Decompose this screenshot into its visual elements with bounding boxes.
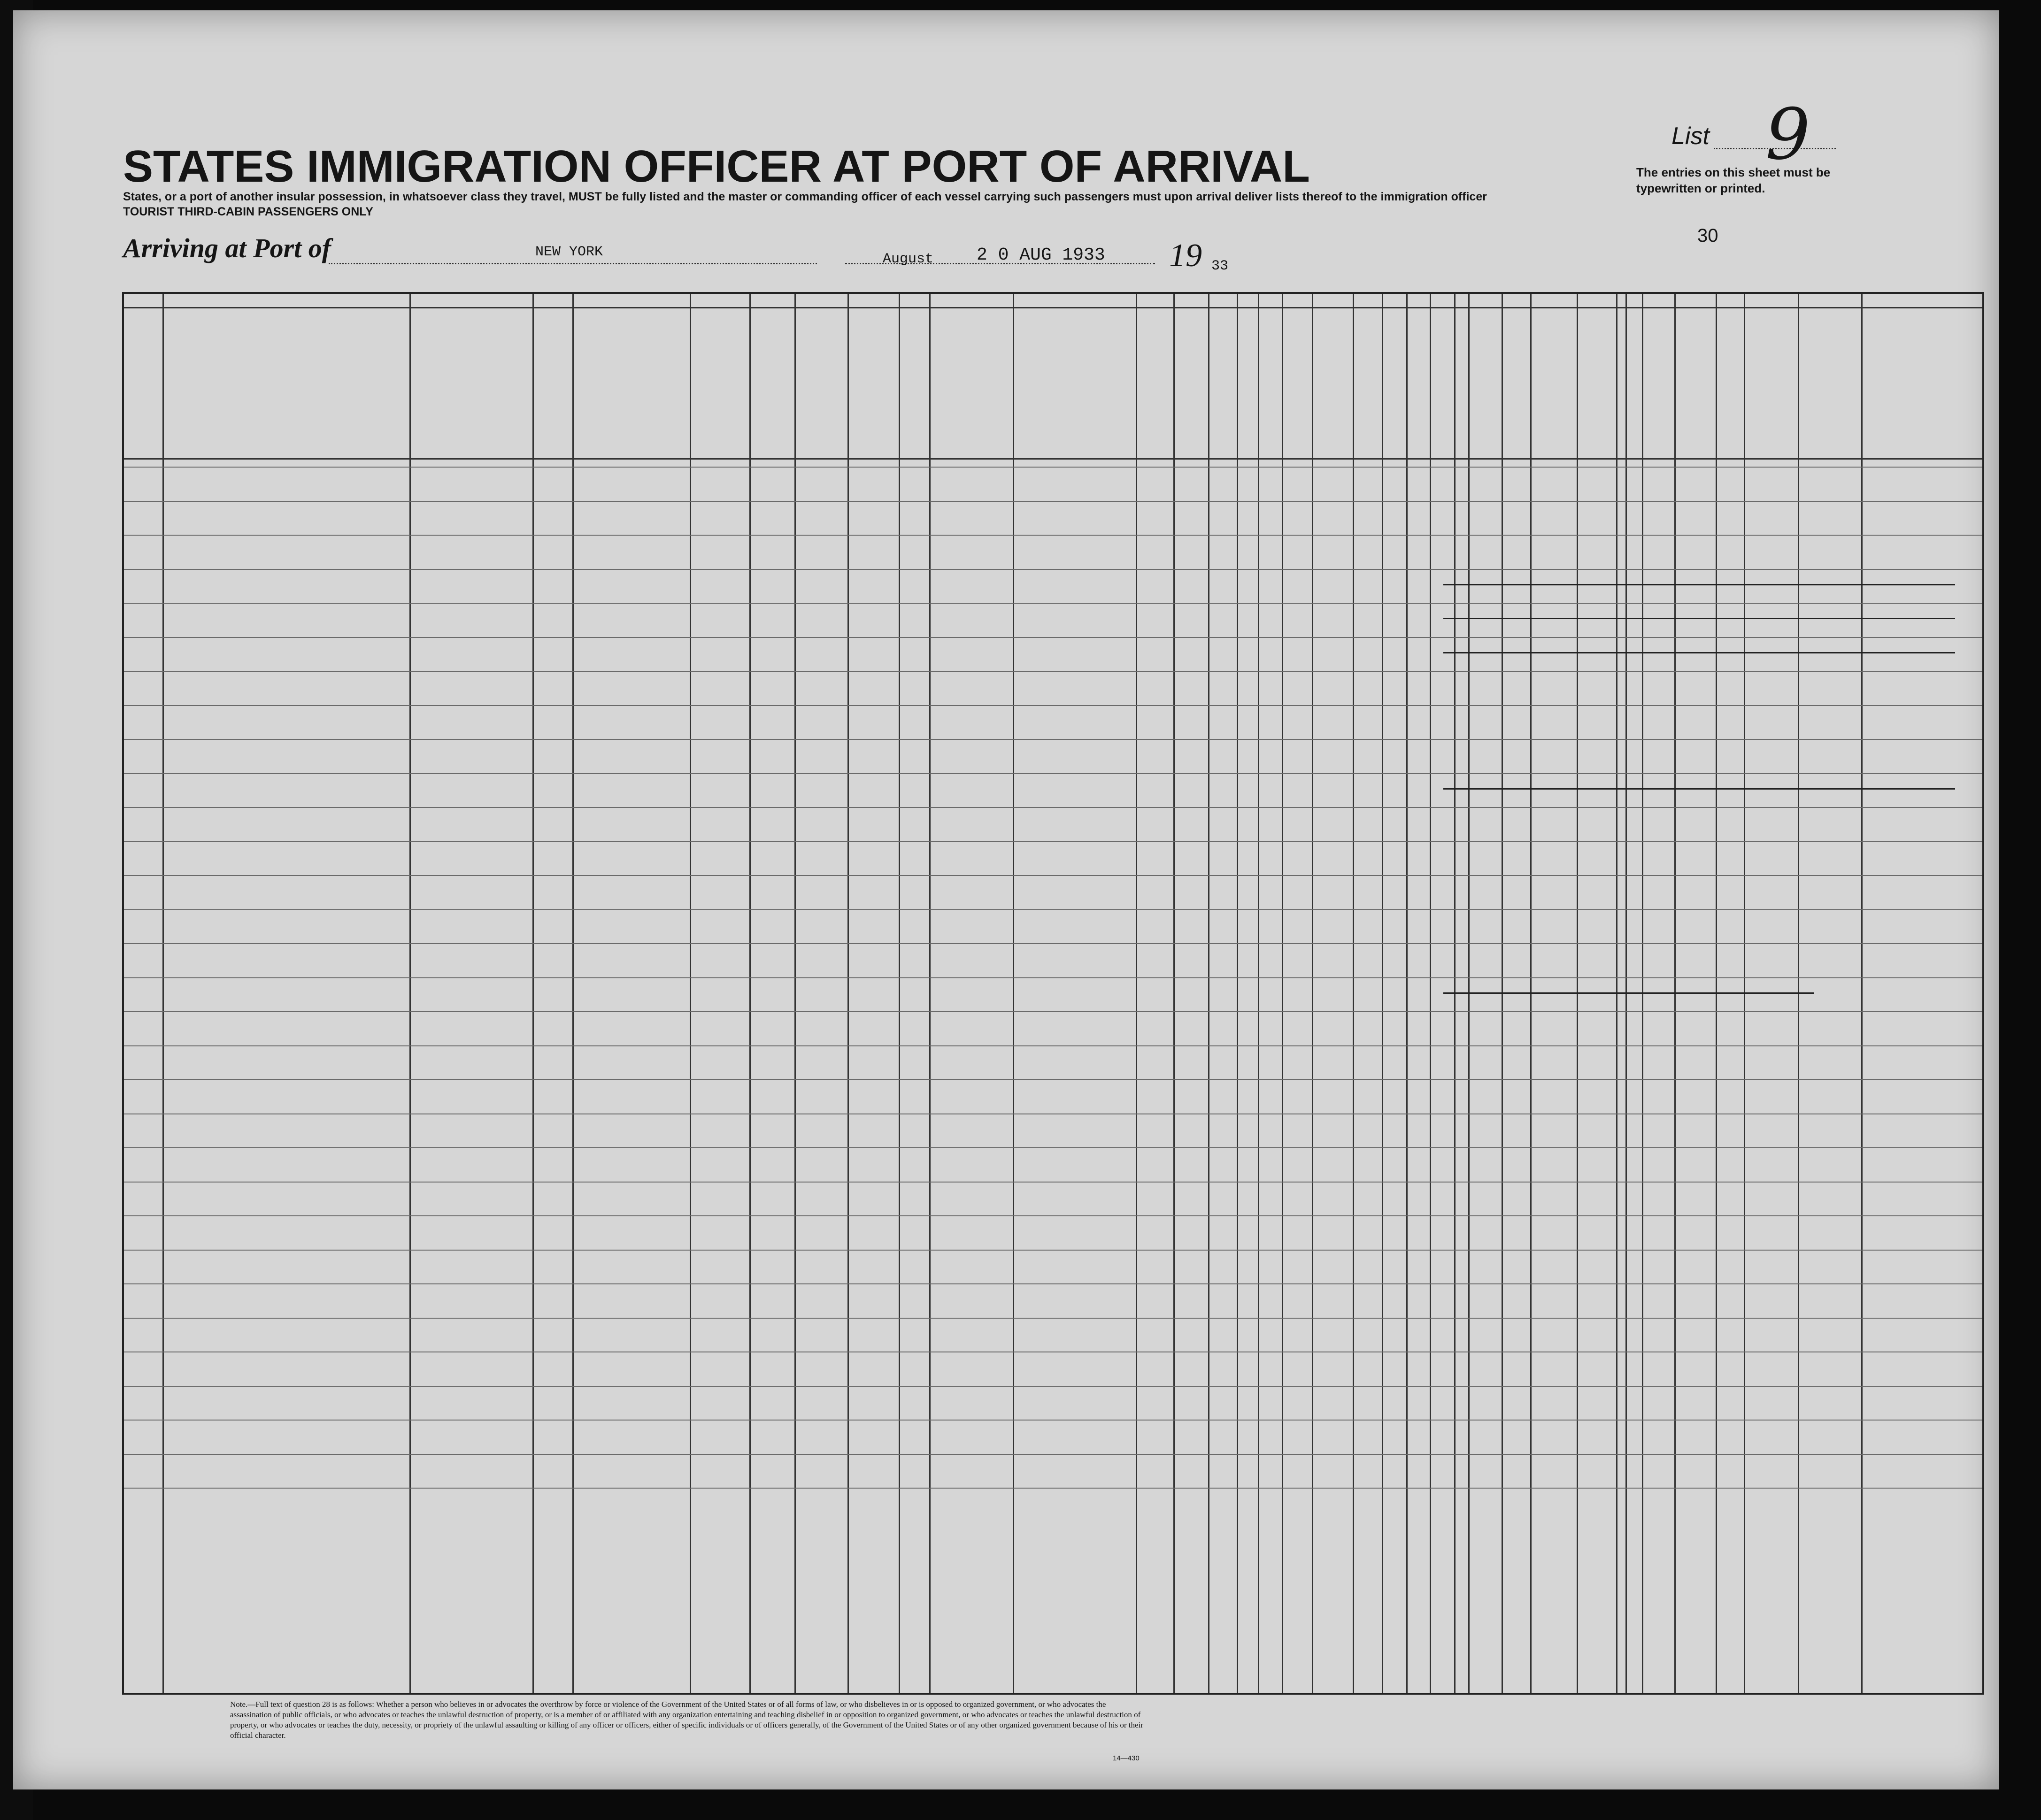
row-rule [124, 535, 1982, 536]
row-rule [124, 943, 1982, 944]
footnote-question-28: Note.—Full text of question 28 is as follows: Whether a person who believes in or advocates the overthrow by force or violence of the Government of the United States or of all forms of law, or who disbelieves in or is opposed to organized government, or who advocates the assassination of public officials, or who advocates or teaches the unlawful destruction of property, or is a member of or affiliated with any organization entertaining and teaching disbelief in or opposition to organized government, or who advocates or teaches the unlawful destruction of property, or who advocates or teaches the duty, necessity, or propriety of the unlawful assaulting or killing of any officer or officers, either of specific individuals or of officers generally, of the Government of the United States or of any other organized government because of his or their official character. [230, 1700, 1143, 1740]
column-rule [1382, 294, 1383, 1693]
column-rule [690, 294, 691, 1693]
port-line [329, 263, 817, 264]
row-rule [124, 1079, 1982, 1080]
column-rule [1282, 294, 1283, 1693]
list-number: 9 [1765, 94, 1810, 176]
column-rule [162, 294, 164, 1693]
row-rule [124, 875, 1982, 876]
row-rule [124, 807, 1982, 808]
strike-line [1443, 618, 1955, 619]
column-rule [1208, 294, 1209, 1693]
column-rule [749, 294, 751, 1693]
row-rule [124, 671, 1982, 672]
row-rule [124, 773, 1982, 774]
row-rule [124, 501, 1982, 502]
subtitle-tourist: TOURIST THIRD-CABIN PASSENGERS ONLY [123, 205, 373, 218]
column-rule [794, 294, 796, 1693]
row-rule [124, 1011, 1982, 1012]
date-stamp: 2 0 AUG 1933 [977, 245, 1105, 265]
row-rule [124, 1215, 1982, 1216]
list-label: List [1671, 123, 1710, 150]
column-rule [572, 294, 574, 1693]
year-suffix: 33 [1211, 258, 1229, 274]
page-number: 30 [1697, 225, 1718, 246]
row-rule [124, 1147, 1982, 1148]
row-rule [124, 569, 1982, 570]
column-rule [1258, 294, 1259, 1693]
row-rule [124, 1045, 1982, 1046]
year-prefix: 19 [1169, 238, 1202, 274]
column-rule [1237, 294, 1238, 1693]
column-rule [1861, 294, 1863, 1693]
manifest-table [122, 292, 1984, 1695]
column-rule [929, 294, 931, 1693]
column-rule [1406, 294, 1408, 1693]
row-rule [124, 705, 1982, 706]
row-rule [124, 637, 1982, 638]
row-rule [124, 1283, 1982, 1284]
column-rule [899, 294, 900, 1693]
port-of-arrival: NEW YORK [535, 244, 603, 260]
row-rule [124, 1420, 1982, 1421]
subtitle: States, or a port of another insular possession, in whatsoever class they travel, MUST be fully listed and the master or commanding officer of each vessel carrying such passengers must upon arrival deliver lists thereof to the immigration officer [123, 190, 1487, 203]
row-rule [124, 1318, 1982, 1319]
typewrite-instruction: The entries on this sheet must be typewritten or printed. [1636, 165, 1831, 195]
arrival-month: August [883, 251, 934, 267]
row-rule [124, 977, 1982, 978]
row-rule [124, 1182, 1982, 1183]
column-rule [1173, 294, 1175, 1693]
row-rule [124, 1454, 1982, 1455]
strike-line [1443, 584, 1955, 585]
row-rule [124, 1488, 1982, 1489]
header-rule [124, 458, 1982, 460]
row-rule [124, 841, 1982, 842]
column-rule [532, 294, 534, 1693]
strike-line [1443, 788, 1955, 790]
column-rule [1136, 294, 1137, 1693]
strike-line [1443, 652, 1955, 653]
form-number: 14—430 [1113, 1754, 1140, 1762]
column-rule [1312, 294, 1313, 1693]
column-rule [1353, 294, 1354, 1693]
row-rule [124, 909, 1982, 910]
arriving-label: Arriving at Port of [123, 233, 331, 263]
row-rule [124, 603, 1982, 604]
column-rule [1430, 294, 1431, 1693]
column-rule [847, 294, 849, 1693]
row-rule [124, 467, 1982, 468]
header-rule [124, 307, 1982, 308]
row-rule [124, 1386, 1982, 1387]
row-rule [124, 739, 1982, 740]
page-title: STATES IMMIGRATION OFFICER AT PORT OF ARRIVAL [123, 141, 1310, 192]
strike-line [1443, 992, 1814, 994]
column-rule [409, 294, 411, 1693]
column-rule [1013, 294, 1014, 1693]
row-rule [124, 1250, 1982, 1251]
